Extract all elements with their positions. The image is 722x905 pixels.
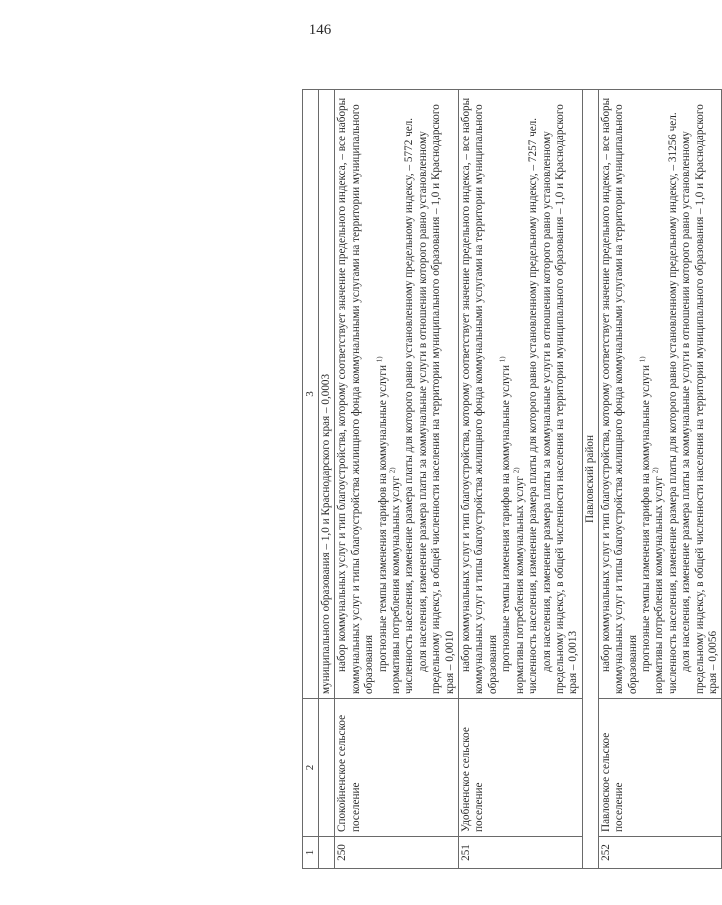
continuation-text: муниципального образования – 1,0 и Краснодарского края – 0,0003 xyxy=(319,90,335,699)
footnote-mark: 2) xyxy=(651,467,660,474)
detail-population-share: доля населения, изменение размера платы за коммунальные услуги в отношении которого равно установленному предельному индексу, в общей численности населения на территории муниципального образования – 1,0 и Краснодарского края – 0,0010 xyxy=(416,104,456,694)
table-row xyxy=(335,90,459,869)
detail-consumption-norms: нормативы потребления коммунальных услуг xyxy=(513,475,526,694)
tariff-table xyxy=(302,89,722,869)
settlement-name: Павловское сельское поселение xyxy=(598,699,722,837)
detail-population: численность населения, изменение размера платы для которого равно установленному предельному индексу, – 5772 чел. xyxy=(403,117,416,694)
footnote-mark: 2) xyxy=(511,467,520,474)
row-number: 252 xyxy=(598,837,722,869)
region-heading-row xyxy=(582,90,598,869)
table-header-row xyxy=(303,90,319,869)
header-col-1: 1 xyxy=(303,837,319,869)
header-col-2: 2 xyxy=(303,699,319,837)
detail-tariff-rates: прогнозные темпы изменения тарифов на коммунальные услуги xyxy=(376,365,389,672)
detail-consumption-norms: нормативы потребления коммунальных услуг xyxy=(390,475,403,694)
row-details xyxy=(335,90,459,699)
footnote-mark: 1) xyxy=(498,356,507,363)
footnote-mark: 1) xyxy=(374,356,383,363)
row-number: 251 xyxy=(459,837,583,869)
detail-population-share: доля населения, изменение размера платы за коммунальные услуги в отношении которого равно установленному предельному индексу, в общей численности населения на территории муниципального образования – 1,0 и Краснодарского края – 0,0056 xyxy=(680,104,719,694)
settlement-name: Спокойненское сельское поселение xyxy=(335,699,459,837)
table-row xyxy=(598,90,722,869)
row-details xyxy=(598,90,722,699)
table-row xyxy=(459,90,583,869)
detail-tariff-rates: прогнозные темпы изменения тарифов на коммунальные услуги xyxy=(500,365,513,672)
region-heading: Павловский район xyxy=(582,90,598,869)
header-col-3: 3 xyxy=(303,90,319,699)
row-number: 250 xyxy=(335,837,459,869)
detail-service-set: набор коммунальных услуг и тип благоустройства, которому соответствует значение предельного индекса, – все наборы коммунальных услуг и типы благоустройства жилищного фонда коммунальными услугами на территории муниципального образования xyxy=(599,97,639,694)
settlement-name: Удобненское сельское поселение xyxy=(459,699,583,837)
detail-service-set: набор коммунальных услуг и тип благоустройства, которому соответствует значение предельного индекса, – все наборы коммунальных услуг и типы благоустройства жилищного фонда коммунальными услугами на территории муниципального образования xyxy=(460,97,499,694)
page-number: 146 xyxy=(308,22,332,38)
detail-tariff-rates: прогнозные темпы изменения тарифов на коммунальные услуги xyxy=(639,365,652,672)
row-details xyxy=(459,90,583,699)
detail-service-set: набор коммунальных услуг и тип благоустройства, которому соответствует значение предельного индекса, – все наборы коммунальных услуг и типы благоустройства жилищного фонда коммунальными услугами на территории муниципального образования xyxy=(336,97,376,694)
footnote-mark: 2) xyxy=(388,467,397,474)
detail-population: численность населения, изменение размера платы для которого равно установленному предельному индексу, – 31256 чел. xyxy=(666,112,679,694)
footnote-mark: 1) xyxy=(638,356,647,363)
detail-population-share: доля населения, изменение размера платы за коммунальные услуги в отношении которого равно установленному предельному индексу, в общей численности населения на территории муниципального образования – 1,0 и Краснодарского края – 0,0013 xyxy=(540,104,580,694)
continuation-row xyxy=(319,90,335,869)
detail-consumption-norms: нормативы потребления коммунальных услуг xyxy=(653,475,666,694)
rotated-table-block xyxy=(302,89,720,869)
detail-population: численность населения, изменение размера платы для которого равно установленному предельному индексу, – 7257 чел. xyxy=(527,117,540,694)
